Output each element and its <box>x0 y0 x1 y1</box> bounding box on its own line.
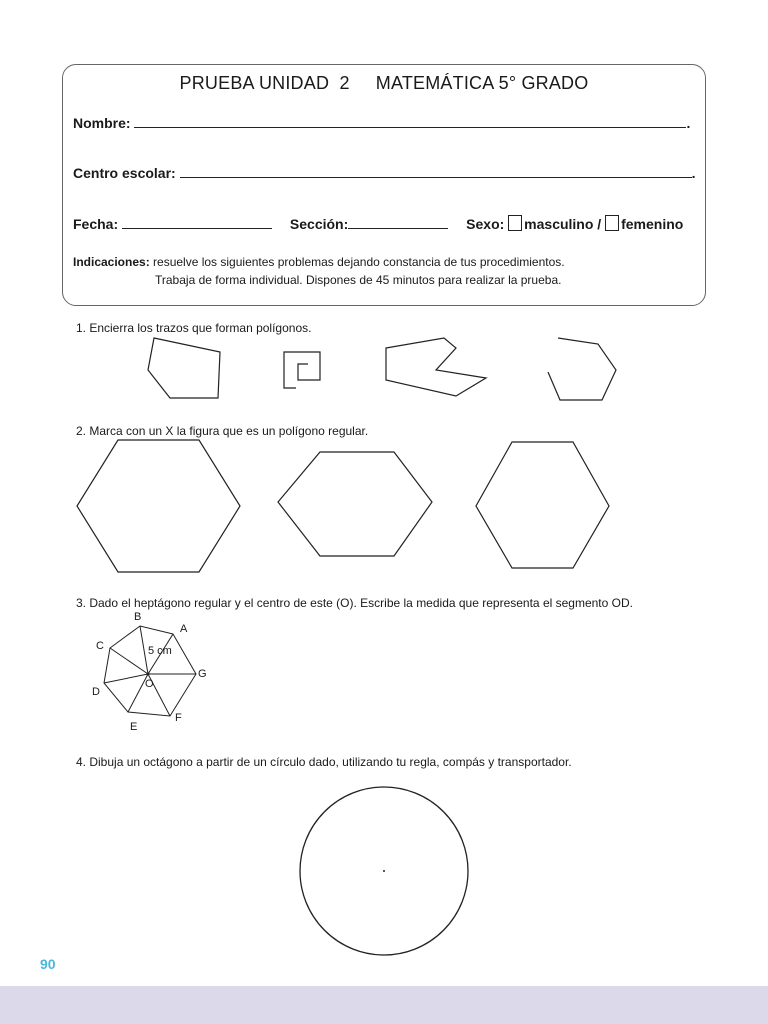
vertex-g-label: G <box>198 668 207 680</box>
name-field[interactable] <box>134 115 686 128</box>
date-row <box>73 215 683 232</box>
irregular-polygon-shape[interactable] <box>386 338 486 396</box>
q1-figures <box>130 330 630 410</box>
hexagon-3[interactable] <box>476 442 609 568</box>
vertex-e-label: E <box>130 721 138 733</box>
pentagon-shape[interactable] <box>148 338 220 398</box>
date-label: Fecha: <box>73 216 119 232</box>
male-label: masculino / <box>524 216 602 232</box>
question-4: 4. Dibuja un octágono a partir de un círculo dado, utilizando tu regla, compás y transportador. <box>76 755 572 769</box>
footer-band <box>0 986 768 1024</box>
indications-text-2: Trabaja de forma individual. Dispones de 45 minutos para realizar la prueba. <box>155 273 562 287</box>
section-label: Sección: <box>289 216 349 232</box>
question-2: 2. Marca con un X la figura que es un polígono regular. <box>76 424 369 438</box>
sex-label: Sexo: <box>466 216 505 232</box>
hexagon-1[interactable] <box>77 440 240 572</box>
measure-label: 5 cm <box>148 645 172 657</box>
question-1: 1. Encierra los trazos que forman polígonos. <box>76 321 312 335</box>
hexagon-2[interactable] <box>278 452 432 556</box>
question-3: 3. Dado el heptágono regular y el centro de este (O). Escribe la medida que representa el segmento OD. <box>76 596 633 610</box>
indications <box>73 255 565 269</box>
female-checkbox[interactable] <box>605 215 619 231</box>
spiral-shape[interactable] <box>284 352 320 388</box>
header-box <box>62 64 706 306</box>
q2-figures <box>70 436 630 582</box>
center-o-label: O <box>145 678 154 690</box>
page-title: PRUEBA UNIDAD 2 MATEMÁTICA 5° GRADO <box>179 73 589 93</box>
name-row: Nombre: . <box>73 115 691 131</box>
vertex-f-label: F <box>175 712 182 724</box>
page-number: 90 <box>40 956 56 972</box>
vertex-a-label: A <box>180 623 188 635</box>
circle-figure <box>298 784 470 958</box>
school-row: Centro escolar: . <box>73 165 696 181</box>
circle-center-dot <box>383 870 385 872</box>
indications-text: resuelve los siguientes problemas dejando constancia de tus procedimientos. <box>149 255 565 269</box>
name-label: Nombre: <box>73 115 131 131</box>
section-field[interactable] <box>348 216 448 229</box>
heptagon-figure <box>84 608 224 738</box>
indications-label: Indicaciones: <box>73 255 150 269</box>
school-field[interactable] <box>180 165 692 178</box>
vertex-c-label: C <box>96 640 104 652</box>
vertex-b-label: B <box>134 611 142 623</box>
vertex-d-label: D <box>92 686 100 698</box>
open-shape[interactable] <box>548 338 616 400</box>
date-field[interactable] <box>122 216 272 229</box>
female-label: femenino <box>621 216 684 232</box>
male-checkbox[interactable] <box>508 215 522 231</box>
school-label: Centro escolar: <box>73 165 176 181</box>
